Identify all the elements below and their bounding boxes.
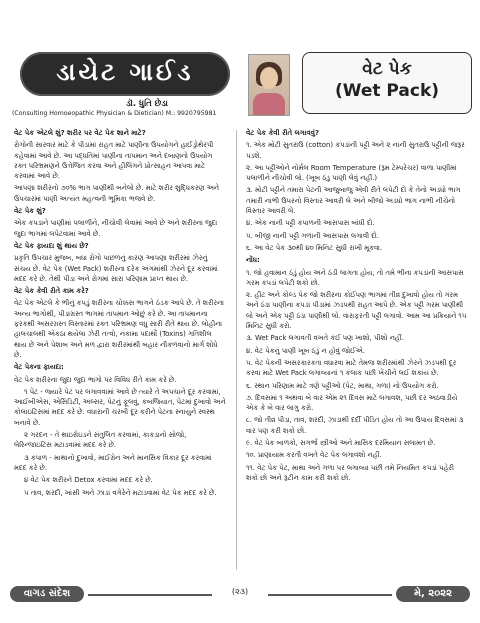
paragraph: ૫ તાવ, શરદી, ખાંસી અને ઝાડા વગેરેને મટાડવામાં વેટ પેક મદદ કરે છે. [24,488,217,497]
paragraph: ૫. વેટ પેકની અસરકારકતા વધારવા માટે તેમજ શરીરમાંથી ઝેરને ઝડપથી દૂર કરવા માટે Wet Pack લગાવ્યાનાં ૧ કલાક પછી ખેંચીને લઈ શકાય છે. [246,358,457,378]
paragraph: ૪. એક નાની પટ્ટી કપાળની આસપાસ બાંધી દો. [246,219,375,228]
paragraph: પ્રકૃતિ ઉપચાર મુજબ, બધા રોગો પાછળનું કારણ આપણા શરીરમાં ઝેરનું સંચય છે. વેટ પેક (Wet Pack) શરીરના દરેક અંગમાંથી ઝેરને દૂર કરવામાં મદદ કરે છે. તેથી પીડા અને રોગમાં સારા પરિણામ પ્રાપ્ત થાય છે. [14,254,218,283]
section-heading: નોંધ: [246,256,260,265]
paragraph: વેટ પેક શરીરના જુદા જુદા ભાગો પર વિવિધ રીતે કામ કરે છે. [14,375,177,384]
issue-date: મે, ૨૦૨૨ [396,586,470,602]
page-number: (૨૩) [231,587,249,596]
paragraph: ૮. જો તીવ્ર પીડા, તાવ, શરદી, ઝાડાથી દર્દી પીડિત હોય તો આ ઉપાય દિવસમાં ૩ વાર પણ કરી શકો છો. [246,416,464,435]
paragraph: એક કપડાને પાણીમાં પલાળીને, નીચોવી લેવામાં આવે છે અને શરીરના જુદા જુદા ભાગમાં લપેટવામાં આવે છે. [14,219,218,238]
paragraph: આપણા શરીરનો ૭૦% ભાગ પાણીથી બનેલો છે. માટે શરીર શુદ્ધિકરણ અને ઉપચારમાં પાણી અત્યંત મહત્વની ભૂમિકા ભજવે છે. [14,184,219,203]
author-credentials: (Consulting Homoeopathic Physician & Dietician) M.: 9920795981 [12,110,217,117]
author-name: ડૉ. ધુતિ છેડા [126,99,168,109]
article-title-english: (Wet Pack) [334,81,440,101]
paragraph: ૩ કપાળ - માથાનો દુખાવો, માઈગ્રેન અને માનસિક વિકાર દૂર કરવામાં મદદ કરે છે. [14,453,212,472]
paragraph: રોગોની સારવાર માટે કે પીડામાં રાહત માટે પાણીના ઉપયોગને હાઈડ્રોથેરપી કહેવામાં આવે છે. આ પદ્ધતિમાં પાણીના તાપમાન અને દબાણનો ઉપયોગ રક્ત પરિભ્રમણને ઉત્તેજિત કરવા અને હીલિંગને પ્રોત્સાહન આપવા માટે કરવામાં આવે છે. [14,141,214,181]
right-column [246,128,468,485]
magazine-name: વાગડ સંદેશ [10,586,84,602]
paragraph: ૯. વેટ પેક બાળકો, સગર્ભા સ્ત્રીઓ અને માસિક દરમિયાન સલામત છે. [246,439,436,448]
paragraph: ૨ ગરદન - તે થાઇરોઇડને સંતુલિત કરવામાં, કાકડાનો સોજો, લેરિન્જાઇટિસ મટાડવામાં મદદ કરે છે. [14,431,187,450]
section-heading: વેટ પેકના ફાયદા: [14,363,64,372]
paragraph: ૬. આ વેટ પેક ૩૦થી ૪૦ મિનિટ સુધી રાખી મૂકવા. [246,243,383,252]
article-title-box [302,52,472,114]
banner-title: ડાયેટ ગાઈડ [56,58,194,86]
paragraph: ૫. બીજી નાની પટ્ટી ગળાની આસપાસ લગાવી દો. [246,231,380,240]
paragraph: ૩. Wet Pack લગાવતી વખતે કંઈ પણ ખાશો, પીશો નહીં. [246,334,404,343]
paragraph: ૭. દિવસમાં ૧ અથવા બે વાર એમ ૨૧ દિવસ માટે લગાવશ, પછી દર અઠવાડીયે એક કે બે વાર લાગુ કરો. [246,393,458,413]
paragraph: ૧. જો હવામાન ઠંડું હોય અને ઠંડી લાગતા હોય, તો તમે ભીના કપડાંની આસપાસ ગરમ કપડાં લપેટી શકો છો. [246,268,464,287]
section-heading: વેટ પેક કેવી રીતે કામ કરે? [14,287,89,296]
paragraph: ૧૦. પ્રાણાયામ કરતી વખતે વેટ પેક લગાવશો નહીં. [246,451,382,460]
paragraph: ૨. હીટ અને કોલ્ડ પેક જો શરીરના કોઈપણ ભાગમાં તીવ્ર દુખાવો હોય તો ગરમ અને ઠંડા પાણીના કપડાં પીડામાં ઝડપથી રાહત આપે છે. એક પટ્ટી ગરમ પાણીથી લો અને એક પટ્ટી ઠંડા પાણીથી લો. વારાફરતી પટ્ટી લગાવો. આમ આ પ્રક્રિયાને ૧૫ મિનિટ સુધી કરો. [246,291,467,331]
left-column [14,128,226,500]
footer-rule-right [268,594,392,596]
paragraph: ૩. મોટી પટ્ટીને તમારા પેટની આજુબાજુ એવી રીતે લપેટી દો કે તેનો અડધો ભાગ તમારી નાભી ઉપરનો વિસ્તાર આવરી લે અને બીજો અડધો ભાગ નાભી નીચેનો વિસ્તાર આવરી લે. [246,186,461,216]
section-heading: વેટ પેક કેવી રીતે લગાવવું? [246,129,319,137]
paragraph: ૧૧. વેટ પેક પેટ, માથા અને ગળા પર લગાવ્યા પછી તમે નિયમિત કપડાં પહેરી શકો છો અને રૂટીન કામ કરી શકો છો. [246,463,454,482]
column-divider [236,130,237,570]
paragraph: ૧. એક મોટી સુતરાઉ (cotton) કપડાંની પટ્ટી અને ૨ નાની સુતરાઉ પટ્ટીની જરૂર પડશે. [246,141,465,160]
author-photo [248,54,290,116]
paragraph: ૧ પેટ - જ્યારે પેટ પર લગાવવામાં આવે છે ત્યારે તે અપચાને દૂર કરવામાં, આઈબીએસ, એસિડિટી, અલ્સર, પેટનું ફૂલવું, કબજિયાત, પેટમાં દુખાવો અને કોલાઇટિસમાં મદદ કરે છે. વધારાની ચરબી દૂર કરીને પેટના સ્નાયુને સ્વસ્થ બનાવે છે. [14,387,226,427]
page-header [6,52,474,122]
section-heading: વેટ પેક શું? [14,207,46,216]
paragraph: ૬. સ્થાન પરિણામ માટે ત્રણે પટ્ટીઓ (પેટ, માથા, ગળા) નો ઉપયોગ કરો. [246,381,439,390]
footer-rule-left [88,594,212,596]
paragraph: ૪ વેટ પેક શરીરને Detox કરવામાં મદદ કરે છે. [24,476,153,485]
section-heading: વેટ પેક એટલે શું? શરીર પર વેટ પેક શાને માટે? [14,129,146,137]
diet-guide-banner [20,52,230,96]
page-footer [10,584,470,606]
section-heading: વેટ પેક ફાયદા શું થાય છે? [14,241,89,250]
paragraph: ૪. વેટ પેકનું પાણી ખૂબ ઠંડું ન હોવું જોઈએ. [246,346,365,355]
paragraph: વેટ પેક એટલે કે ભીનું કપડું શરીરના ચોક્કસ ભાગને ઠંડક આપે છે. તે શરીરના અન્ય ભાગોથી, પીડાગ્રસ્ત ભાગમાં તાપમાન ઓછું કરે છે. આ તાપમાનના ફરકથી અસરગ્રસ્ત વિસ્તારમાં રક્ત પરિભ્રમણ વધુ સારી રીતે થાય છે. લોહીના હાલચાલથી એકઠા થયેલા ઝેરી તત્વો, નકામા પદાર્થો (Toxins) ગતિશીલ થાય છે અને પેશાબ અને મળ દ્વારા શરીરમાંથી બહાર નીકળવાનો માર્ગ શોધે છે. [14,299,224,359]
paragraph: ૨. આ પટ્ટીઓને નોર્મલ Room Temperature (રૂમ ટેમ્પરેચર) વાળા પાણીમાં પલાળીને નીચોવી લો. (ખૂબ ઠંડુ પાણી લેવું નહીં.) [246,163,457,183]
article-title: વેટ પેક [362,59,412,79]
